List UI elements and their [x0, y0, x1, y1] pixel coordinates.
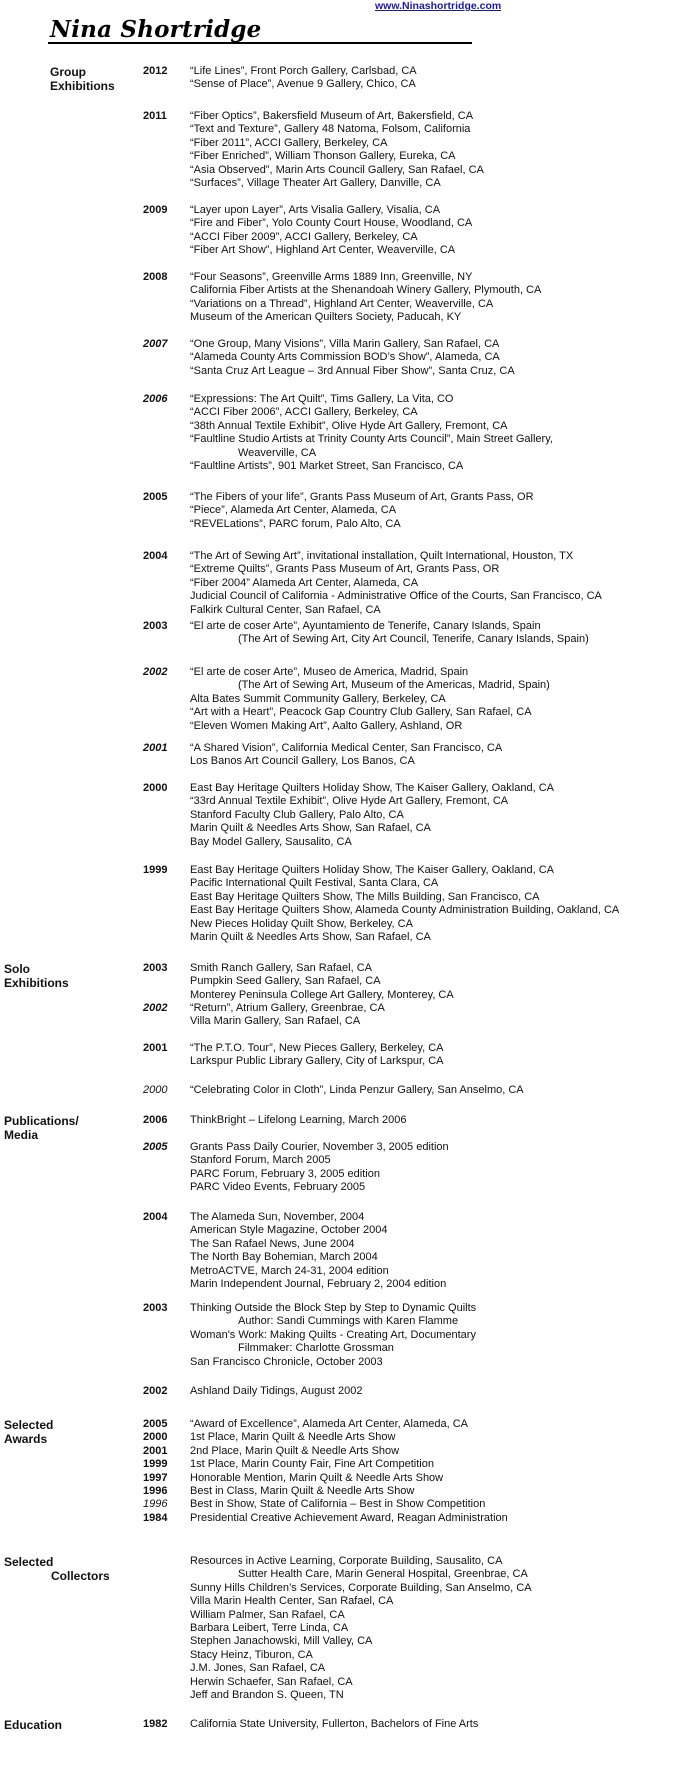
entry-line: Stanford Forum, March 2005 [190, 1154, 331, 1167]
section-label-education [4, 1718, 134, 1732]
year-label: 2000 [143, 1431, 168, 1444]
entry-line: Marin Independent Journal, February 2, 2004 edition [190, 1278, 447, 1291]
entry-line: ThinkBright – Lifelong Learning, March 2006 [190, 1114, 407, 1126]
entry-line: (The Art of Sewing Art, Museum of the Americas, Madrid, Spain) [238, 679, 550, 692]
entry-line: “The P.T.O. Tour”, New Pieces Gallery, Berkeley, CA [190, 1042, 444, 1054]
entry-line: Marin Quilt & Needles Arts Show, San Rafael, CA [190, 822, 431, 835]
entry-line: “A Shared Vision”, California Medical Center, San Francisco, CA [190, 742, 503, 754]
year-label: 2002 [143, 666, 168, 678]
entry-group [190, 491, 690, 531]
entry-group [190, 1084, 690, 1097]
entry-group [190, 742, 690, 769]
entry-line: Filmmaker: Charlotte Grossman [238, 1342, 394, 1355]
entry-group [190, 620, 690, 647]
label-line: Group Exhibitions [50, 65, 115, 93]
entry-group [190, 1211, 690, 1291]
entry-line: J.M. Jones, San Rafael, CA [190, 1662, 326, 1675]
year-label: 1997 [143, 1471, 168, 1484]
section-label-collectors [4, 1555, 134, 1583]
entry-line: “Extreme Quilts”, Grants Pass Museum of Art, Grants Pass, OR [190, 563, 500, 576]
entry-line: Marin Quilt & Needles Arts Show, San Rafael, CA [190, 931, 431, 944]
entry-line: William Palmer, San Rafael, CA [190, 1608, 345, 1621]
entry-group [190, 1718, 690, 1731]
entry-line: Stanford Faculty Club Gallery, Palo Alto, CA [190, 808, 404, 821]
entry-line: “Faultline Studio Artists at Trinity County Arts Council”, Main Street Gallery, [190, 433, 553, 446]
entry-line: Weaverville, CA [238, 446, 317, 459]
entry-line: Thinking Outside the Block Step by Step to Dynamic Quilts [190, 1302, 477, 1314]
entry-line: “Four Seasons”, Greenville Arms 1889 Inn, Greenville, NY [190, 271, 473, 283]
entry-line: “Return”, Atrium Gallery, Greenbrae, CA [190, 1002, 385, 1014]
year-label: 2011 [143, 110, 167, 122]
label-line: Publications/ Media [4, 1114, 79, 1142]
entry-line: Monterey Peninsula College Art Gallery, Monterey, CA [190, 988, 454, 1001]
label-line: Collectors [51, 1569, 110, 1583]
entry-group [190, 1385, 690, 1398]
year-label: 1984 [143, 1511, 168, 1524]
entry-line: “Eleven Women Making Art”, Aalto Gallery, Ashland, OR [190, 719, 463, 732]
entry-line: “The Art of Sewing Art”, invitational installation, Quilt International, Houston, TX [190, 550, 574, 562]
entry-group [190, 782, 690, 849]
entry-line: The San Rafael News, June 2004 [190, 1237, 355, 1250]
website-link[interactable]: www.Ninashortridge.com [375, 0, 502, 12]
year-label: 2003 [143, 1302, 168, 1314]
entry-group [190, 666, 690, 733]
label-line: Selected Awards [4, 1418, 54, 1446]
entry-line: The North Bay Bohemian, March 2004 [190, 1251, 378, 1264]
entry-group [190, 1418, 690, 1431]
entry-line: (The Art of Sewing Art, City Art Council, Tenerife, Canary Islands, Spain) [238, 633, 589, 646]
entry-group [190, 1302, 690, 1369]
entry-line: “El arte de coser Arte”, Museo de America, Madrid, Spain [190, 666, 469, 678]
entry-line: Author: Sandi Cummings with Karen Flamme [238, 1315, 459, 1328]
entry-line: Judicial Council of California - Administrative Office of the Courts, San Francisco, CA [190, 590, 602, 603]
entry-line: Bay Model Gallery, Sausalito, CA [190, 835, 352, 848]
year-label: 2012 [143, 65, 168, 77]
section-label-awards [4, 1418, 134, 1446]
entry-line: East Bay Heritage Quilters Holiday Show, The Kaiser Gallery, Oakland, CA [190, 782, 554, 794]
year-label: 2005 [143, 1418, 168, 1430]
year-label: 2008 [143, 271, 168, 283]
entry-group [190, 1141, 690, 1195]
entry-line: “Text and Texture”, Gallery 48 Natoma, Folsom, California [190, 123, 471, 136]
entry-line: Woman's Work: Making Quilts - Creating Art, Documentary [190, 1328, 476, 1341]
label-line: Solo Exhibitions [4, 962, 69, 990]
entry-line: Resources in Active Learning, Corporate Building, Sausalito, CA [190, 1555, 503, 1567]
section-label-publications [4, 1114, 134, 1142]
year-label: 2006 [143, 1114, 168, 1126]
year-label: 2001 [143, 742, 168, 754]
year-label: 2005 [143, 491, 168, 503]
year-label: 1996 [143, 1485, 168, 1497]
year-label: 2004 [143, 550, 168, 562]
entry-line: American Style Magazine, October 2004 [190, 1224, 388, 1237]
label-line: Selected [4, 1555, 54, 1569]
entry-group [190, 1042, 690, 1069]
entry-line: “Sense of Place”, Avenue 9 Gallery, Chico, CA [190, 78, 416, 91]
year-label: 2007 [143, 338, 168, 350]
entry-line: 1st Place, Marin Quilt & Needle Arts Show [190, 1431, 396, 1444]
entry-line: East Bay Heritage Quilters Show, Alameda County Administration Building, Oakland, CA [190, 904, 620, 917]
entry-line: “REVELations”, PARC forum, Palo Alto, CA [190, 517, 401, 530]
entry-line: Pacific International Quilt Festival, Santa Clara, CA [190, 877, 439, 890]
entry-line: Barbara Leibert, Terre Linda, CA [190, 1622, 349, 1635]
entry-line: “One Group, Many Visions”, Villa Marin Gallery, San Rafael, CA [190, 338, 500, 350]
entry-group [190, 1114, 690, 1127]
entry-group [190, 1002, 690, 1029]
entry-line: Pumpkin Seed Gallery, San Rafael, CA [190, 975, 381, 988]
entry-line: “Asia Observed”, Marin Arts Council Gallery, San Rafael, CA [190, 163, 484, 176]
year-label: 2003 [143, 962, 168, 974]
entry-group [190, 65, 690, 92]
entry-line: PARC Video Events, February 2005 [190, 1181, 366, 1194]
entry-line: “Piece”, Alameda Art Center, Alameda, CA [190, 504, 397, 517]
entry-line: Jeff and Brandon S. Queen, TN [190, 1689, 344, 1702]
entry-group [190, 1485, 690, 1498]
entry-line: 2nd Place, Marin Quilt & Needle Arts Show [190, 1444, 400, 1457]
entry-line: “Art with a Heart”, Peacock Gap Country Club Gallery, San Rafael, CA [190, 706, 532, 719]
section-label-solo-exhibitions [4, 962, 134, 990]
entry-line: MetroACTVE, March 24-31, 2004 edition [190, 1264, 389, 1277]
entry-line: Villa Marin Health Center, San Rafael, CA [190, 1595, 394, 1608]
entry-line: “Fiber Art Show”, Highland Art Center, Weaverville, CA [190, 244, 456, 257]
entry-line: San Francisco Chronicle, October 2003 [190, 1355, 383, 1368]
entry-line: East Bay Heritage Quilters Show, The Mills Building, San Francisco, CA [190, 890, 540, 903]
entry-line: East Bay Heritage Quilters Holiday Show, The Kaiser Gallery, Oakland, CA [190, 864, 554, 876]
entry-line: Los Banos Art Council Gallery, Los Banos, CA [190, 755, 415, 768]
year-label: 1999 [143, 864, 168, 876]
entry-line: Stacy Heinz, Tiburon, CA [190, 1648, 313, 1661]
entry-line: New Pieces Holiday Quilt Show, Berkeley, CA [190, 917, 413, 930]
entry-line: Presidential Creative Achievement Award, Reagan Administration [190, 1511, 508, 1524]
artist-name: Nina Shortridge [50, 16, 262, 43]
entry-group [190, 1555, 690, 1702]
entry-line: “Fiber Enriched”, William Thonson Gallery, Eureka, CA [190, 150, 456, 163]
entry-group [190, 271, 690, 325]
entry-group [190, 1472, 690, 1485]
entry-line: “ACCI Fiber 2006”, ACCI Gallery, Berkeley, CA [190, 406, 418, 419]
entry-line: “ACCI Fiber 2009”, ACCI Gallery, Berkeley, CA [190, 230, 418, 243]
entry-line: “33rd Annual Textile Exhibit”, Olive Hyde Art Gallery, Fremont, CA [190, 795, 509, 808]
entry-line: “Fire and Fiber”, Yolo County Court House, Woodland, CA [190, 217, 473, 230]
year-label: 2001 [143, 1444, 168, 1457]
entry-group [190, 204, 690, 258]
entry-line: PARC Forum, February 3, 2005 edition [190, 1167, 380, 1180]
entry-line: “38th Annual Textile Exhibit”, Olive Hyde Art Gallery, Fremont, CA [190, 419, 508, 432]
entry-line: The Alameda Sun, November, 2004 [190, 1211, 365, 1223]
entry-line: 1st Place, Marin County Fair, Fine Art Competition [190, 1458, 434, 1471]
entry-line: “Fiber 2004” Alameda Art Center, Alameda, CA [190, 576, 419, 589]
entry-line: “Alameda County Arts Commission BOD’s Show”, Alameda, CA [190, 351, 500, 364]
entry-group [190, 864, 690, 944]
entry-line: Larkspur Public Library Gallery, City of Larkspur, CA [190, 1055, 444, 1068]
year-label: 2003 [143, 620, 168, 632]
entry-line: Best in Class, Marin Quilt & Needle Arts Show [190, 1485, 415, 1497]
entry-line: “Fiber 2011”, ACCI Gallery, Berkeley, CA [190, 136, 388, 149]
year-label: 2009 [143, 204, 168, 216]
entry-line: Villa Marin Gallery, San Rafael, CA [190, 1015, 361, 1028]
entry-line: Museum of the American Quilters Society, Paducah, KY [190, 311, 462, 324]
entry-line: “Faultline Artists”, 901 Market Street, San Francisco, CA [190, 460, 464, 473]
entry-line: Ashland Daily Tidings, August 2002 [190, 1385, 363, 1397]
entry-line: “El arte de coser Arte”, Ayuntamiento de Tenerife, Canary Islands, Spain [190, 620, 541, 632]
entry-line: “Award of Excellence”, Alameda Art Center, Alameda, CA [190, 1418, 468, 1430]
entry-group [190, 1498, 690, 1511]
entry-line: Grants Pass Daily Courier, November 3, 2005 edition [190, 1141, 449, 1153]
entry-line: Falkirk Cultural Center, San Rafael, CA [190, 603, 381, 616]
entry-group [190, 393, 690, 473]
entry-line: “Santa Cruz Art League – 3rd Annual Fiber Show”, Santa Cruz, CA [190, 364, 515, 377]
year-label: 1982 [143, 1718, 168, 1730]
entry-line: California State University, Fullerton, Bachelors of Fine Arts [190, 1718, 479, 1730]
entry-line: Sunny Hills Children’s Services, Corporate Building, San Anselmo, CA [190, 1581, 532, 1594]
year-label: 2006 [143, 393, 168, 405]
entry-line: “Fiber Optics”, Bakersfield Museum of Art, Bakersfield, CA [190, 110, 474, 122]
year-label: 1996 [143, 1498, 168, 1511]
year-label: 2000 [143, 1084, 168, 1096]
entry-line: Stephen Janachowski, Mill Valley, CA [190, 1635, 373, 1648]
entry-group [190, 110, 690, 190]
entry-line: Alta Bates Summit Community Gallery, Berkeley, CA [190, 692, 446, 705]
entry-line: “Layer upon Layer”, Arts Visalia Gallery, Visalia, CA [190, 204, 441, 216]
entry-group [190, 962, 690, 1002]
name-underline [48, 42, 472, 44]
entry-line: Best in Show, State of California – Best in Show Competition [190, 1498, 486, 1511]
entry-line: Sutter Health Care, Marin General Hospital, Greenbrae, CA [238, 1568, 528, 1581]
year-label: 2000 [143, 782, 168, 794]
entry-line: Honorable Mention, Marin Quilt & Needle Arts Show [190, 1471, 444, 1484]
entry-line: “Variations on a Thread”, Highland Art Center, Weaverville, CA [190, 297, 494, 310]
entry-line: California Fiber Artists at the Shenandoah Winery Gallery, Plymouth, CA [190, 284, 542, 297]
entry-line: “Expressions: The Art Quilt”, Tims Gallery, La Vita, CO [190, 393, 454, 405]
entry-line: “Surfaces”, Village Theater Art Gallery, Danville, CA [190, 177, 441, 190]
entry-group [190, 1431, 690, 1444]
entry-line: “The Fibers of your life”, Grants Pass Museum of Art, Grants Pass, OR [190, 491, 534, 503]
year-label: 2001 [143, 1042, 168, 1054]
entry-line: Herwin Schaefer, San Rafael, CA [190, 1675, 353, 1688]
entry-group [190, 1512, 690, 1525]
year-label: 2002 [143, 1002, 168, 1014]
entry-group [190, 550, 690, 617]
year-label: 2004 [143, 1211, 168, 1223]
entry-line: “Celebrating Color in Cloth”, Linda Penzur Gallery, San Anselmo, CA [190, 1084, 524, 1096]
entry-group [190, 1458, 690, 1471]
entry-line: Smith Ranch Gallery, San Rafael, CA [190, 962, 372, 974]
year-label: 2005 [143, 1141, 168, 1153]
entry-group [190, 1445, 690, 1458]
entry-line: “Life Lines”, Front Porch Gallery, Carlsbad, CA [190, 65, 417, 77]
entry-group [190, 338, 690, 378]
label-line: Education [4, 1718, 63, 1732]
year-label: 1999 [143, 1458, 168, 1471]
year-label: 2002 [143, 1385, 168, 1397]
